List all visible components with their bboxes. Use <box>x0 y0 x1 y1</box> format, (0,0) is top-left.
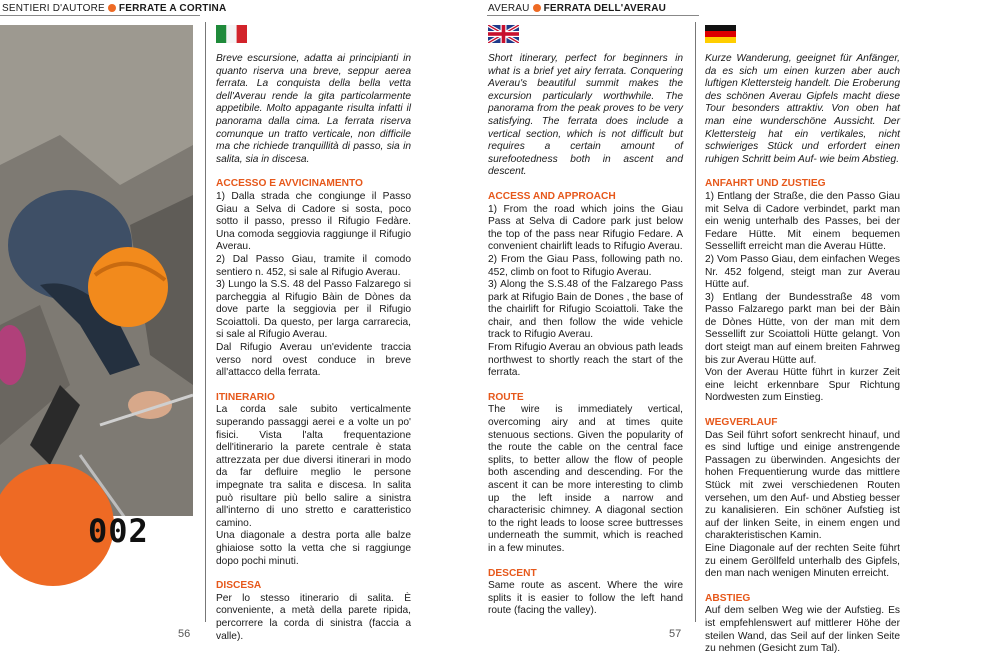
left-page-number: 56 <box>178 628 191 640</box>
italian-column <box>216 53 411 655</box>
italian-descent-1: Per lo stesso itinerario di salita. È conveniente, a metà della parete ripida, percorrere la corda di sinistra (faccia a valle). <box>216 592 411 642</box>
italian-flag-icon <box>216 25 247 43</box>
german-heading-descent: ABSTIEG <box>705 592 751 604</box>
english-access-2: 2) From the Giau Pass, following path no. 452, climb on foot to Rifugio Averau. <box>488 253 683 278</box>
german-route-1: Das Seil führt sofort senkrecht hinauf, und es sind luftige und einige anstrengende Passagen zu überwinden. Angesichts der hohen Frequentierung wurde das mittlere Stück mit zwei verschiedenen Routen versehen, um den Auf- und Abstieg besser zu kanalisieren. Ein schöner Aufstieg ist auf der linken Seite, in einem engen und charakteristischen Kamin. <box>705 429 900 542</box>
climber-illustration <box>0 25 193 516</box>
english-heading-descent: DESCENT <box>488 567 537 579</box>
german-heading-access: ANFAHRT UND ZUSTIEG <box>705 178 826 190</box>
italian-itinerary-1: La corda sale subito verticalmente superando passaggi aerei e a volte un po' fisici. Vista l'alta frequentazione dell'itinerario la parete centrale è stata attrezzata per due diversi itinerari in modo da far defluire meglio le persone impegnate tra salita e discesa. In salita può risultare più bello salire a sinistra all'interno di uno stretto e caratteristico camino. <box>216 404 411 529</box>
italian-intro: Breve escursione, adatta ai principianti in quanto riserva una breve, seppur aerea ferrata. La conquista della bella vetta dell'Averau rende la gita particolarmente appetibile. Molto appagante risulta infatti il panorama dalla cima. La ferrata riserva comunque un tratto verticale, non difficile ma che richiede tranquillità di passo, sia in salita, sia in discesa. <box>216 53 411 165</box>
german-flag-icon <box>705 25 736 43</box>
orange-dot-icon <box>108 4 116 12</box>
uk-flag-icon <box>488 25 519 43</box>
italian-itinerary-2: Una diagonale a destra porta alle balze ghiaiose sotto la vetta che si raggiunge dopo pochi minuti. <box>216 530 411 567</box>
german-access-3: 3) Entlang der Bundesstraße 48 vom Passo Falzarego parkt man bei der Bàin de Dònes Hütte, von der man mit dem Sessellift zur Scoiattoli Hütte gelangt. Von dort steigt man auf einem breiten Fahrweg bis zur Averau Hütte auf. <box>705 291 900 366</box>
english-route-1: The wire is immediately vertical, overcoming airy and at times quite stenuous sections. Given the popularity of the route the cable on the central face splits, to better allow the flow of people both ascending and descending. For the ascent it can be more interesting to climb up the left inside a narrow and characterisic chimney. A diagonal section to the right leads to loose scree buttresses underneath the summit, which is reached in a few minutes. <box>488 404 683 554</box>
italian-heading-access: ACCESSO E AVVICINAMENTO <box>216 178 363 190</box>
right-page-header <box>488 3 666 14</box>
english-column <box>488 53 683 630</box>
english-access-4: From Rifugio Averau an obvious path leads northwest to shortly reach the start of the ferrata. <box>488 342 683 379</box>
italian-access-4: Dal Rifugio Averau un'evidente traccia verso nord ovest conduce in breve all'attacco della ferrata. <box>216 342 411 379</box>
orange-dot-icon <box>533 4 541 12</box>
left-header-rule <box>0 15 200 16</box>
route-number: 002 <box>88 512 149 550</box>
german-heading-route: WEGVERLAUF <box>705 417 778 429</box>
right-header-rule <box>487 15 699 16</box>
italian-access-3: 3) Lungo la S.S. 48 del Passo Falzarego si parcheggia al Rifugio Bàin de Dònes da dove parte la seggiovia per il Rifugio Scoiattoli. Da questo, per larga carrarecia, si sale al Rifugio Averau. <box>216 279 411 341</box>
german-access-1: 1) Entlang der Straße, die den Passo Giau mit Selva di Cadore verbindet, parkt man ein wenig unterhalb des Passes, bei der Fedare Hütte. Mit einem bequemen Sessellift erreicht man die Averau Hütte. <box>705 190 900 253</box>
german-route-2: Eine Diagonale auf der rechten Seite führt zu einem Geröllfeld unterhalb des Gipfels, den man nach wenigen Minuten erreicht. <box>705 542 900 580</box>
column-divider <box>695 22 696 622</box>
german-descent-1: Auf dem selben Weg wie der Aufstieg. Es ist empfehlenswert auf mittlerer Höhe der steilen Wand, das Seil auf der linken Seite zu nehmen (Gesicht zum Tal). <box>705 605 900 655</box>
italian-heading-descent: DISCESA <box>216 580 262 592</box>
italian-access-1: 1) Dalla strada che congiunge il Passo Giau a Selva di Cadore si sosta, poco sotto il passo, presso il Rifugio Fedàre. Una comoda seggiovia raggiunge il Rifugio Averau. <box>216 190 411 253</box>
column-divider <box>205 22 206 622</box>
english-heading-route: ROUTE <box>488 391 524 403</box>
climber-photo <box>0 25 193 516</box>
italian-access-2: 2) Dal Passo Giau, tramite il comodo sentiero n. 452, si sale al Rifugio Averau. <box>216 253 411 278</box>
german-intro: Kurze Wanderung, geeignet für Anfänger, da es sich um einen kurzen aber auch luftigen Klettersteig handelt. Die Eroberung des schönen Averau Gipfels macht diese Tour besonders attraktiv. Von oben hat man eine wunderschöne Aussicht. Der Klettersteig hat ein vertikales, nicht schwieriges Stück und erfordert einen ruhigen Schritt beim Auf- wie beim Abstieg. <box>705 53 900 165</box>
italian-heading-itinerary: ITINERARIO <box>216 391 275 403</box>
english-intro: Short itinerary, perfect for beginners in what is a brief yet airy ferrata. Conquering Averau's beautiful summit makes the excursion particularly worthwhile. The panorama from the peak proves to be very satisfying. The ferrata does include a vertical section, which is not difficult but requires a certain amount of surefootedness both in ascent and descent. <box>488 53 683 178</box>
german-access-2: 2) Vom Passo Giau, dem einfachen Weges Nr. 452 folgend, steigt man zur Averau Hütte auf. <box>705 253 900 291</box>
english-descent-1: Same route as ascent. Where the wire splits it is easier to follow the left hand route (facing the valley). <box>488 580 683 617</box>
german-access-4: Von der Averau Hütte führt in kurzer Zeit eine leicht erkennbare Spur Richtung Nordwesten zum Einstieg. <box>705 367 900 404</box>
german-column <box>705 53 900 668</box>
english-heading-access: ACCESS AND APPROACH <box>488 190 616 202</box>
right-page-number: 57 <box>669 628 682 640</box>
english-access-1: 1) From the road which joins the Giau Pass at Selva di Cadore park just below the top of the pass near Rifugio Fedare. A convenient chairlift leads to Rifugio Averau. <box>488 203 683 253</box>
left-page-header <box>2 3 226 14</box>
right-header-title: FERRATA DELL'AVERAU <box>543 3 667 14</box>
left-header-title: FERRATE A CORTINA <box>118 3 227 14</box>
right-header-section: AVERAU <box>488 3 530 14</box>
english-access-3: 3) Along the S.S.48 of the Falzarego Pass park at Rifugio Bain de Dones , the base of the chairlift for Rifugio Scoiattoli. Take the chair, and then follow the wide vehicle track to Rifugio Averau. <box>488 279 683 341</box>
left-header-section: SENTIERI D'AUTORE <box>2 3 105 14</box>
